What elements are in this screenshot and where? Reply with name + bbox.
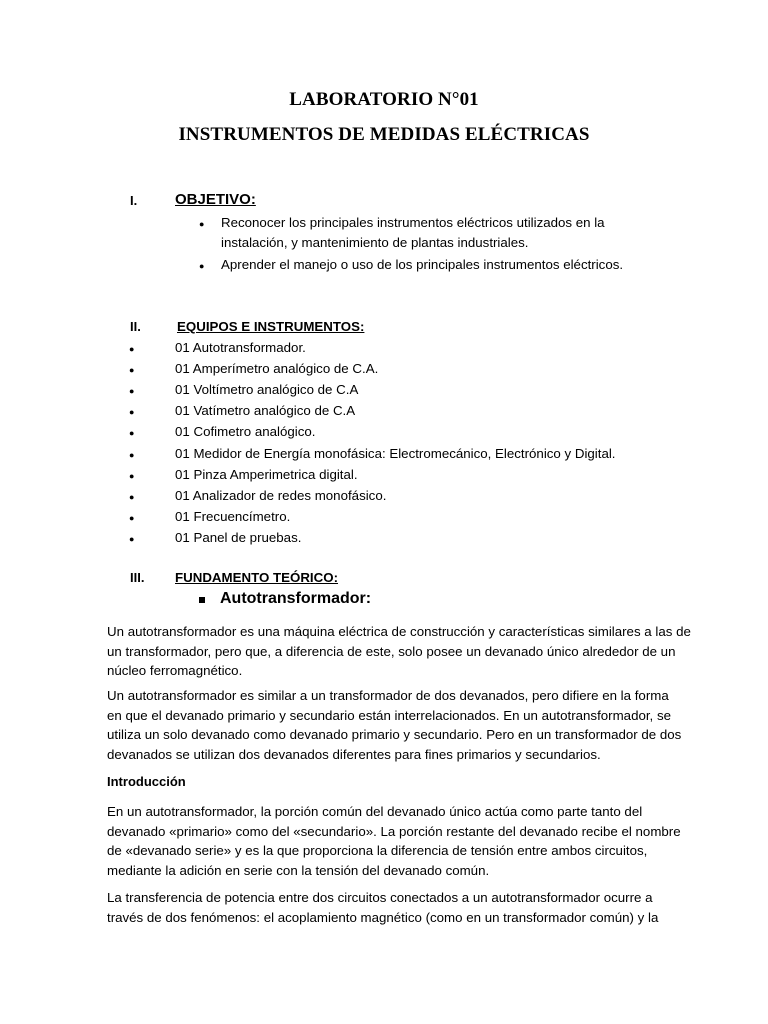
objective-1-line-2: instalación, y mantenimiento de plantas industriales. <box>221 235 529 250</box>
bullet-icon: ● <box>129 407 135 418</box>
paragraph-2-line: utiliza un solo devanado como devanado primario y secundario. Pero en un transformador de dos <box>107 727 682 742</box>
bullet-icon: ● <box>129 512 135 523</box>
equipment-item: 01 Cofimetro analógico. <box>175 424 316 440</box>
equipment-item: 01 Voltímetro analógico de C.A <box>175 382 359 398</box>
paragraph-2 <box>107 686 682 764</box>
paragraph-2-line: devanados se utilizan dos devanados diferentes para fines primarios y secundarios. <box>107 746 601 762</box>
bullet-icon: ● <box>129 491 135 502</box>
equipment-item: 01 Medidor de Energía monofásica: Electromecánico, Electrónico y Digital. <box>175 445 616 461</box>
autotransformador-subheading: Autotransformador: <box>220 590 372 607</box>
paragraph-1-line: Un autotransformador es una máquina eléctrica de construcción y características similares a las de <box>107 624 691 639</box>
equipment-item: 01 Pinza Amperimetrica digital. <box>175 466 358 482</box>
bullet-icon: ● <box>129 449 135 460</box>
bullet-icon: ● <box>199 219 205 229</box>
paragraph-1-line: un transformador, pero que, a diferencia de este, solo posee un devanado único alrededor de un <box>107 643 676 659</box>
paragraph-1-line: núcleo ferromagnético. <box>107 663 243 678</box>
equipment-item: 01 Amperímetro analógico de C.A. <box>175 361 379 377</box>
section-2-number: II. <box>130 319 141 334</box>
introduccion-heading: Introducción <box>107 774 186 789</box>
objective-2-line-1: Aprender el manejo o uso de los principales instrumentos eléctricos. <box>221 257 624 272</box>
square-bullet-icon <box>199 597 205 603</box>
bullet-icon: ● <box>129 344 135 354</box>
paragraph-2-line: Un autotransformador es similar a un transformador de dos devanados, pero difiere en la forma <box>107 688 669 703</box>
paragraph-2-line: en que el devanado primario y secundario están interrelacionados. En un autotransformador, se <box>107 707 671 723</box>
equipment-item: 01 Vatímetro analógico de C.A <box>175 403 356 419</box>
document-title: LABORATORIO N°01 <box>289 89 479 110</box>
paragraph-4 <box>107 888 667 927</box>
paragraph-4-line: La transferencia de potencia entre dos circuitos conectados a un autotransformador ocurre a <box>107 890 653 905</box>
paragraph-3 <box>107 802 681 880</box>
paragraph-3-line: En un autotransformador, la porción común del devanado único actúa como parte tanto del <box>107 804 643 819</box>
equipment-item: 01 Autotransformador. <box>175 340 306 355</box>
paragraph-3-line: devanado «primario» como del «secundario». La porción restante del devanado recibe el nombre <box>107 823 681 839</box>
equipment-item: 01 Frecuencímetro. <box>175 508 291 524</box>
section-3-number: III. <box>130 570 145 585</box>
equipment-item: 01 Analizador de redes monofásico. <box>175 487 387 503</box>
paragraph-3-line: mediante la adición en serie con la tensión del devanado común. <box>107 862 490 878</box>
equipment-item: 01 Panel de pruebas. <box>175 529 302 545</box>
paragraph-1 <box>107 622 691 681</box>
bullet-icon: ● <box>129 428 135 439</box>
bullet-icon: ● <box>129 365 135 376</box>
section-1-title: OBJETIVO: <box>175 191 256 208</box>
paragraph-3-line: de «devanado serie» y es la que proporciona la diferencia de tensión entre ambos circuitos, <box>107 843 648 858</box>
section-2-title: EQUIPOS E INSTRUMENTOS: <box>177 319 365 334</box>
paragraph-4-line: través de dos fenómenos: el acoplamiento magnético (como en un transformador común) y la <box>107 909 659 925</box>
section-3-title: FUNDAMENTO TEÓRICO: <box>175 570 339 585</box>
bullet-icon: ● <box>129 470 135 481</box>
bullet-icon: ● <box>199 261 205 271</box>
objective-1-line-1: Reconocer los principales instrumentos eléctricos utilizados en la <box>221 215 605 230</box>
document-subtitle: INSTRUMENTOS DE MEDIDAS ELÉCTRICAS <box>178 124 590 145</box>
section-1-number: I. <box>130 193 138 208</box>
bullet-icon: ● <box>129 533 135 544</box>
bullet-icon: ● <box>129 386 135 397</box>
